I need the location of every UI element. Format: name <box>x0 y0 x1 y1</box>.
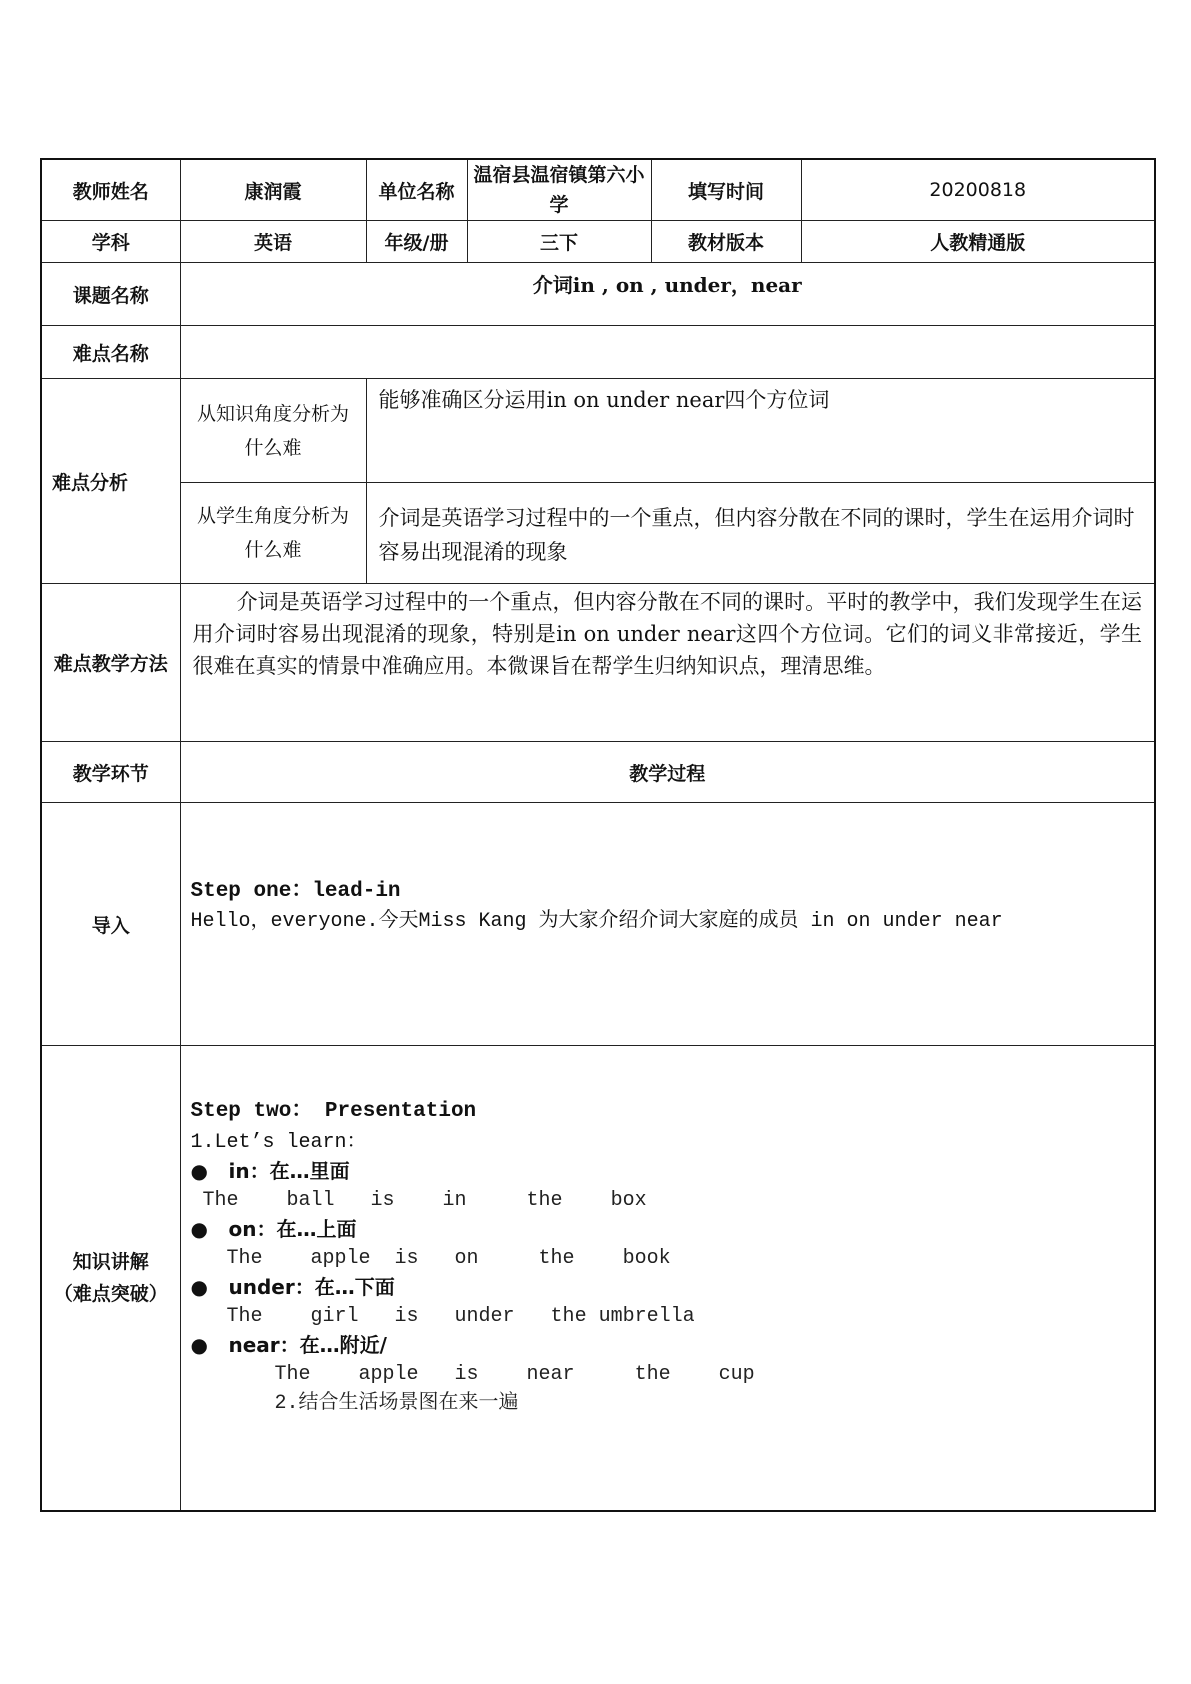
teacher-name-label: 教师姓名 <box>41 159 180 221</box>
student-angle-label: 从学生角度分析为什么难 <box>180 483 366 584</box>
presentation-step-title: Step two： Presentation <box>190 1100 477 1123</box>
bullet-near-word: near：在…附近/ <box>228 1333 387 1357</box>
analysis-label: 难点分析 <box>41 379 180 584</box>
bullet-dot-icon: ● <box>190 1217 208 1241</box>
intro-content <box>180 803 1155 1046</box>
intro-row <box>41 803 1155 1046</box>
grade-label: 年级/册 <box>366 221 467 263</box>
difficulty-label: 难点名称 <box>41 326 180 379</box>
knowledge-sublabel: （难点突破） <box>53 1282 168 1305</box>
topic-label: 课题名称 <box>41 263 180 326</box>
process-header-row <box>41 742 1155 803</box>
analysis-row-student <box>41 483 1155 584</box>
bullet-dot-icon: ● <box>190 1159 208 1183</box>
method-text: 介词是英语学习过程中的一个重点，但内容分散在不同的课时。平时的教学中，我们发现学生在运用介词时容易出现混淆的现象，特别是in on under near这四个方位词。它们的词义非常接近，学生很难在真实的情景中准确应用。本微课旨在帮学生归纳知识点，理清思维。 <box>192 590 1142 678</box>
intro-text: Hello，everyone.今天Miss Kang 为大家介绍介词大家庭的成员 in on under near <box>190 910 1003 933</box>
knowledge-label-cell <box>41 1046 180 1511</box>
unit-name-value: 温宿县温宿镇第六小学 <box>467 159 651 221</box>
bullet-dot-icon: ● <box>190 1333 208 1357</box>
bullet-under-word: under：在…下面 <box>228 1275 395 1299</box>
bullet-on-word: on：在…上面 <box>228 1217 357 1241</box>
bullet-under <box>191 1273 1145 1302</box>
lets-learn-heading: 1.Let’s learn： <box>190 1131 367 1154</box>
lesson-plan-table <box>40 158 1156 1512</box>
edition-label: 教材版本 <box>651 221 801 263</box>
knowledge-content <box>180 1046 1155 1511</box>
method-text-cell <box>180 584 1155 742</box>
knowledge-label: 知识讲解 <box>72 1250 149 1273</box>
header-row-1 <box>41 159 1155 221</box>
example-near: The apple is near the cup <box>190 1363 755 1386</box>
teacher-name-value: 康润霞 <box>180 159 366 221</box>
practice-line: 2.结合生活场景图在来一遍 <box>190 1392 519 1415</box>
method-label: 难点教学方法 <box>41 584 180 742</box>
process-header-label: 教学过程 <box>180 742 1155 803</box>
difficulty-value <box>180 326 1155 379</box>
knowledge-angle-text: 能够准确区分运用in on under near四个方位词 <box>366 379 1155 483</box>
fill-date-label: 填写时间 <box>651 159 801 221</box>
knowledge-angle-label: 从知识角度分析为什么难 <box>180 379 366 483</box>
edition-value: 人教精通版 <box>801 221 1155 263</box>
analysis-row-knowledge <box>41 379 1155 483</box>
student-angle-text: 介词是英语学习过程中的一个重点，但内容分散在不同的课时，学生在运用介词时容易出现混淆的现象 <box>366 483 1155 584</box>
topic-row <box>41 263 1155 326</box>
subject-value: 英语 <box>180 221 366 263</box>
intro-step-title: Step one：lead-in <box>190 880 401 903</box>
bullet-in <box>191 1157 1145 1186</box>
header-row-2 <box>41 221 1155 263</box>
topic-value: 介词in , on , under，near <box>180 263 1155 326</box>
bullet-on <box>191 1215 1145 1244</box>
unit-name-label: 单位名称 <box>366 159 467 221</box>
example-on: The apple is on the book <box>190 1247 671 1270</box>
bullet-dot-icon: ● <box>190 1275 208 1299</box>
example-under: The girl is under the umbrella <box>190 1305 695 1328</box>
intro-label: 导入 <box>41 803 180 1046</box>
bullet-near <box>191 1331 1145 1360</box>
knowledge-row <box>41 1046 1155 1511</box>
bullet-in-word: in：在…里面 <box>228 1159 350 1183</box>
subject-label: 学科 <box>41 221 180 263</box>
method-row <box>41 584 1155 742</box>
grade-value: 三下 <box>467 221 651 263</box>
difficulty-row <box>41 326 1155 379</box>
example-in: The ball is in the box <box>190 1189 647 1212</box>
stage-header-label: 教学环节 <box>41 742 180 803</box>
fill-date-value: 20200818 <box>801 159 1155 221</box>
